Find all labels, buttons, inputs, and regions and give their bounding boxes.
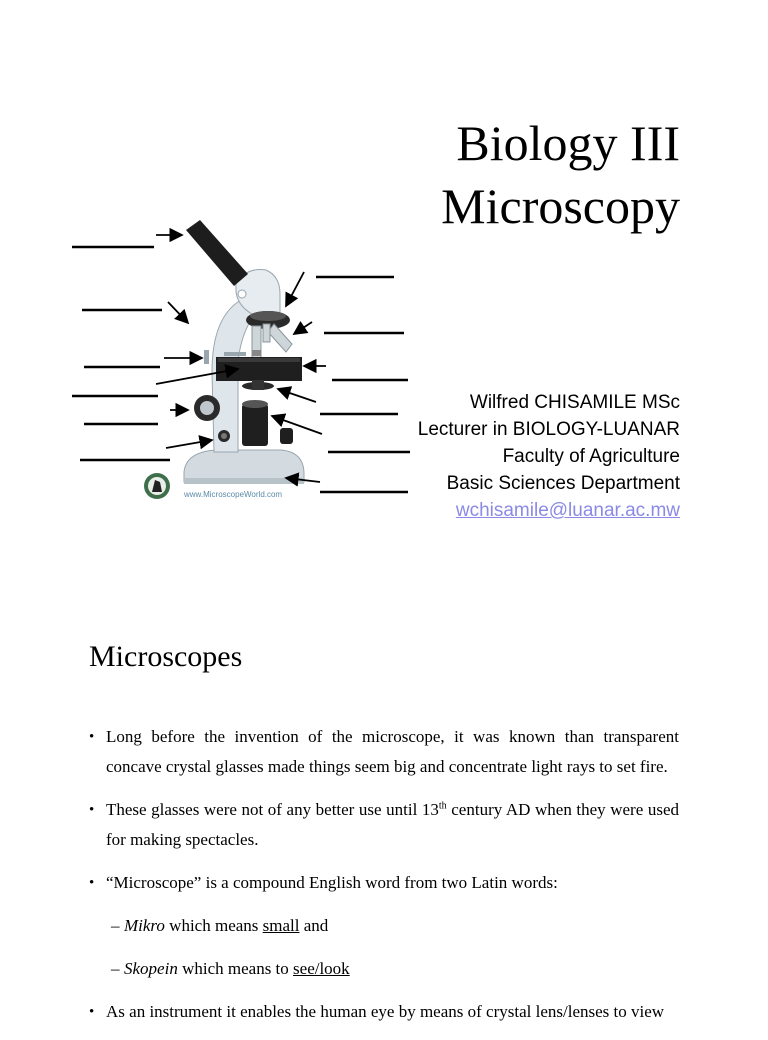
microscope-diagram	[66, 212, 416, 512]
list-item	[89, 997, 679, 1027]
right-label-lines	[316, 277, 410, 492]
author-name: Wilfred CHISAMILE MSc	[469, 392, 680, 413]
bullet-text: Long before the invention of the microscope, it was known than transparent concave crystal glasses made things seem big and concentrate light rays to set fire.	[106, 727, 679, 776]
dash-glyph: –	[111, 916, 120, 935]
section-heading: Microscopes	[89, 640, 243, 673]
sub-item-text: Mikro which means small and	[124, 916, 329, 935]
list-item	[89, 868, 679, 898]
list-item	[89, 795, 679, 855]
microscope-drawing	[144, 220, 304, 499]
author-email-link[interactable]: wchisamile@luanar.ac.mw	[455, 500, 680, 521]
microscope-illustration	[66, 212, 416, 512]
author-position: Lecturer in BIOLOGY-LUANAR	[417, 419, 680, 440]
superscript: th	[438, 800, 447, 812]
sub-item-text: Skopein which means to see/look	[124, 959, 350, 978]
left-label-lines	[72, 247, 170, 460]
document-title	[441, 112, 680, 238]
author-info	[418, 389, 680, 524]
bullet-text: As an instrument it enables the human eye by means of crystal lens/lenses to view	[106, 1002, 665, 1021]
bullet-glyph: •	[89, 1004, 95, 1020]
figure-watermark: www.MicroscopeWorld.com	[184, 490, 283, 499]
sub-list-item	[89, 954, 679, 984]
title-line-2: Microscopy	[441, 178, 680, 234]
bullet-glyph: •	[89, 729, 95, 745]
bullet-glyph: •	[89, 875, 95, 891]
bullet-glyph: •	[89, 802, 95, 818]
author-faculty: Faculty of Agriculture	[502, 446, 680, 467]
list-item	[89, 722, 679, 782]
dash-glyph: –	[111, 959, 120, 978]
title-line-1: Biology III	[456, 115, 680, 171]
bullet-list	[89, 722, 679, 1040]
sub-list-item	[89, 911, 679, 941]
bullet-text: “Microscope” is a compound English word from two Latin words:	[106, 873, 558, 892]
author-department: Basic Sciences Department	[446, 473, 680, 494]
bullet-text: These glasses were not of any better use until 13th century AD when they were used for making spectacles.	[106, 800, 679, 849]
